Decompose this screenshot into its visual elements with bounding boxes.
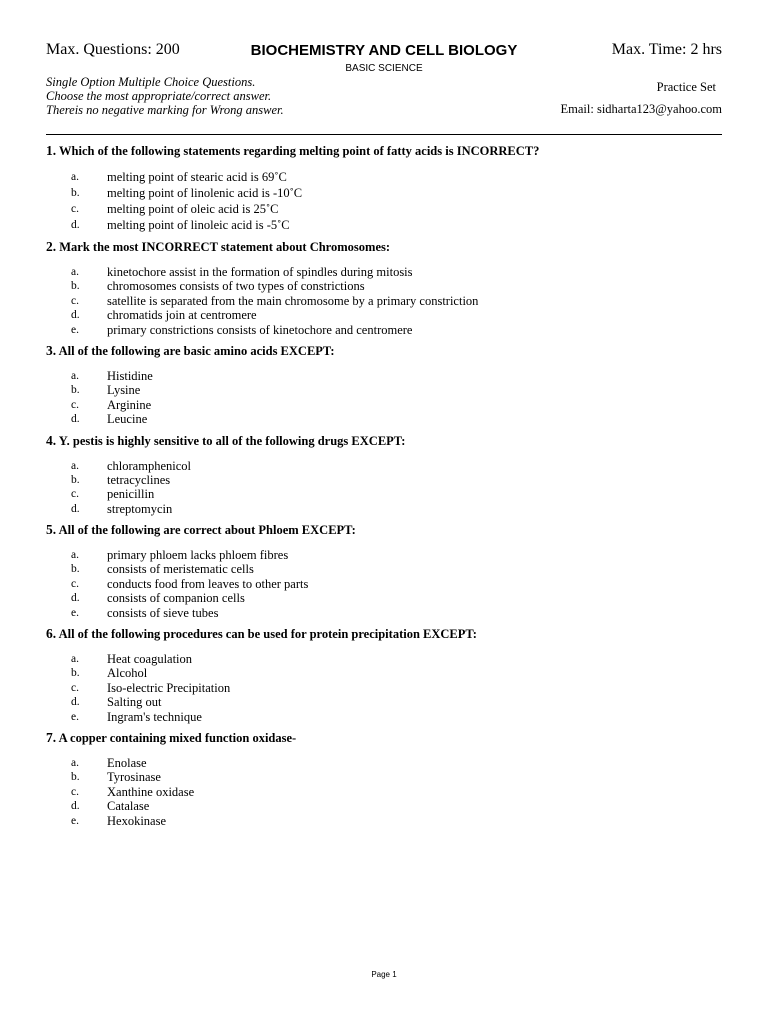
option-text: tetracyclines xyxy=(107,472,171,487)
option-text: melting point of linoleic acid is -5˚C xyxy=(107,218,290,232)
option-text: kinetochore assist in the formation of spindles during mitosis xyxy=(107,265,413,279)
instruction-line: Thereis no negative marking for Wrong answer. xyxy=(46,103,284,117)
option-letter: a. xyxy=(71,459,79,472)
option-item xyxy=(46,323,722,337)
option-item xyxy=(46,756,722,770)
option-text: Leucine xyxy=(107,412,148,427)
question-item xyxy=(46,730,722,828)
max-time: Max. Time: 2 hrs xyxy=(611,41,722,58)
option-text: Enolase xyxy=(107,755,147,770)
option-letter: b. xyxy=(71,667,80,680)
option-letter: d. xyxy=(71,696,80,709)
option-letter: e. xyxy=(71,814,79,827)
option-letter: b. xyxy=(71,563,80,576)
question-item xyxy=(46,343,722,427)
option-item xyxy=(46,652,722,666)
option-letter: d. xyxy=(71,502,80,515)
document-title: BIOCHEMISTRY AND CELL BIOLOGY xyxy=(250,42,518,59)
option-letter: c. xyxy=(71,294,79,307)
question-stem: All of the following are correct about Phloem EXCEPT: xyxy=(58,523,356,538)
option-item xyxy=(46,502,722,516)
question-list xyxy=(46,143,722,834)
option-text: chloramphenicol xyxy=(107,458,191,473)
option-letter: e. xyxy=(71,710,79,723)
option-letter: d. xyxy=(71,800,80,813)
option-letter: c. xyxy=(71,681,79,694)
option-item xyxy=(46,799,722,813)
option-text: Hexokinase xyxy=(107,813,167,828)
question-stem: Mark the most INCORRECT statement about Chromosomes: xyxy=(59,240,391,254)
option-item xyxy=(46,185,722,201)
option-item xyxy=(46,666,722,680)
option-text: Ingram's technique xyxy=(107,709,202,724)
question-item xyxy=(46,433,722,517)
instruction-line: Single Option Multiple Choice Questions. xyxy=(46,75,256,89)
option-text: melting point of oleic acid is 25˚C xyxy=(107,202,279,216)
option-text: chromatids join at centromere xyxy=(107,308,257,323)
question-item xyxy=(46,143,722,233)
question-text xyxy=(46,143,722,159)
option-text: Lysine xyxy=(107,383,141,398)
document-subtitle: BASIC SCIENCE xyxy=(345,63,423,74)
option-item xyxy=(46,681,722,695)
option-list xyxy=(46,548,722,620)
question-number: 6. xyxy=(46,626,57,642)
option-text: Arginine xyxy=(107,397,152,412)
option-item xyxy=(46,412,722,426)
option-item xyxy=(46,814,722,828)
option-item xyxy=(46,279,722,293)
question-text xyxy=(46,522,722,538)
question-number: 7. xyxy=(46,729,57,745)
option-letter: b. xyxy=(71,187,80,199)
option-text: Tyrosinase xyxy=(107,770,161,785)
option-letter: a. xyxy=(71,171,79,183)
option-text: penicillin xyxy=(107,487,155,502)
question-text xyxy=(46,626,722,642)
option-item xyxy=(46,398,722,412)
option-item xyxy=(46,308,722,322)
option-letter: a. xyxy=(71,369,79,382)
option-text: Catalase xyxy=(107,799,150,814)
option-letter: e. xyxy=(71,323,79,336)
option-item xyxy=(46,265,722,279)
option-item xyxy=(46,591,722,605)
option-text: Xanthine oxidase xyxy=(107,784,195,799)
option-text: Iso-electric Precipitation xyxy=(107,680,231,695)
max-questions: Max. Questions: 200 xyxy=(46,41,180,58)
option-letter: d. xyxy=(71,413,80,426)
option-text: streptomycin xyxy=(107,501,173,516)
option-text: consists of meristematic cells xyxy=(107,562,254,577)
option-item xyxy=(46,487,722,501)
option-item xyxy=(46,577,722,591)
option-text: consists of sieve tubes xyxy=(107,605,219,620)
question-item xyxy=(46,522,722,620)
option-item xyxy=(46,770,722,784)
option-letter: a. xyxy=(71,756,79,769)
question-number: 5. xyxy=(46,522,57,538)
option-letter: b. xyxy=(71,280,80,293)
contact-email: Email: sidharta123@yahoo.com xyxy=(560,102,722,116)
option-text: Salting out xyxy=(107,695,162,710)
option-letter: c. xyxy=(71,203,79,215)
option-text: Alcohol xyxy=(107,666,148,681)
option-text: conducts food from leaves to other parts xyxy=(107,576,309,591)
header-divider xyxy=(46,134,722,135)
question-text xyxy=(46,343,722,359)
option-item xyxy=(46,294,722,308)
option-letter: a. xyxy=(71,653,79,666)
option-item xyxy=(46,562,722,576)
option-letter: c. xyxy=(71,488,79,501)
option-item xyxy=(46,383,722,397)
option-item xyxy=(46,785,722,799)
option-letter: c. xyxy=(71,577,79,590)
option-text: primary constrictions consists of kinetochore and centromere xyxy=(107,322,413,337)
practice-set-label: Practice Set xyxy=(656,80,716,94)
option-letter: c. xyxy=(71,398,79,411)
option-item xyxy=(46,473,722,487)
option-item xyxy=(46,369,722,383)
option-item xyxy=(46,459,722,473)
option-letter: b. xyxy=(71,473,80,486)
option-letter: e. xyxy=(71,606,79,619)
question-number: 1. xyxy=(46,143,57,158)
option-list xyxy=(46,265,722,337)
question-number: 4. xyxy=(46,432,57,448)
option-item xyxy=(46,201,722,217)
option-text: consists of companion cells xyxy=(107,591,245,606)
option-letter: d. xyxy=(71,309,80,322)
option-text: satellite is separated from the main chromosome by a primary constriction xyxy=(107,293,479,308)
option-letter: d. xyxy=(71,592,80,605)
option-item xyxy=(46,710,722,724)
question-item xyxy=(46,239,722,337)
instruction-line: Choose the most appropriate/correct answer. xyxy=(46,89,272,103)
question-stem: A copper containing mixed function oxidase- xyxy=(58,730,297,745)
question-text xyxy=(46,730,722,746)
question-text xyxy=(46,239,722,255)
option-list xyxy=(46,369,722,427)
option-text: melting point of linolenic acid is -10˚C xyxy=(107,186,303,200)
question-item xyxy=(46,626,722,724)
question-stem: All of the following procedures can be used for protein precipitation EXCEPT: xyxy=(58,627,477,642)
question-stem: All of the following are basic amino acids EXCEPT: xyxy=(58,343,335,358)
option-list xyxy=(46,459,722,517)
option-text: primary phloem lacks phloem fibres xyxy=(107,548,289,563)
question-number: 3. xyxy=(46,342,57,358)
option-item xyxy=(46,169,722,185)
option-text: Heat coagulation xyxy=(107,652,193,667)
option-letter: c. xyxy=(71,785,79,798)
option-letter: d. xyxy=(71,219,80,231)
option-list xyxy=(46,652,722,724)
question-stem: Y. pestis is highly sensitive to all of the following drugs EXCEPT: xyxy=(58,433,406,448)
option-letter: b. xyxy=(71,384,80,397)
question-number: 2. xyxy=(46,239,57,254)
option-item xyxy=(46,217,722,233)
option-letter: a. xyxy=(71,266,79,278)
option-item xyxy=(46,548,722,562)
option-letter: a. xyxy=(71,549,79,562)
page-number: Page 1 xyxy=(371,970,397,979)
option-text: chromosomes consists of two types of constrictions xyxy=(107,279,365,294)
question-text xyxy=(46,433,722,449)
instructions xyxy=(46,75,284,117)
option-text: Histidine xyxy=(107,368,153,383)
option-list xyxy=(46,756,722,828)
option-item xyxy=(46,695,722,709)
option-letter: b. xyxy=(71,771,80,784)
option-list xyxy=(46,169,722,233)
question-stem: Which of the following statements regarding melting point of fatty acids is INCORRECT? xyxy=(59,144,540,158)
option-text: melting point of stearic acid is 69˚C xyxy=(107,170,287,184)
option-item xyxy=(46,606,722,620)
